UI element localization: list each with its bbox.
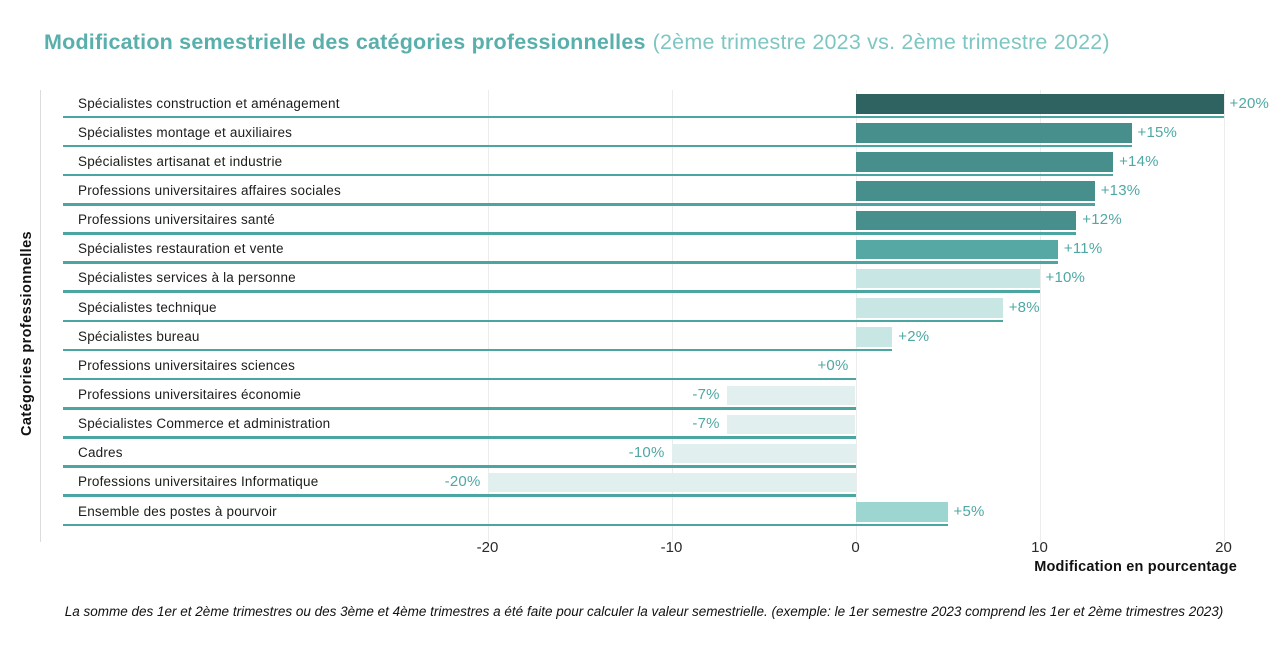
row-underline (63, 407, 856, 410)
value-label: +15% (1137, 123, 1178, 141)
category-label: Spécialistes Commerce et administration (78, 416, 331, 432)
category-label: Professions universitaires Informatique (78, 474, 319, 490)
x-tick-10: 10 (1031, 539, 1048, 556)
row-underline (63, 203, 1095, 206)
row-underline (63, 378, 856, 381)
row-underline (63, 261, 1058, 264)
value-label: +14% (1119, 152, 1159, 170)
value-label: +0% (817, 356, 849, 374)
value-label: +2% (898, 327, 930, 345)
chart-bar (856, 298, 1003, 318)
row-underline (63, 465, 856, 468)
category-label: Spécialistes artisanat et industrie (78, 153, 283, 169)
chart-bar (856, 327, 893, 347)
category-label: Spécialistes services à la personne (78, 270, 296, 286)
category-label: Cadres (78, 445, 123, 461)
chart-bar (856, 269, 1040, 289)
value-label: +20% (1229, 94, 1270, 112)
row-underline (63, 349, 892, 352)
footnote: La somme des 1er et 2ème trimestres ou des 3ème et 4ème trimestres a été faite pour calculer la valeur semestrielle. (exemple: le 1er semestre 2023 comprend les 1er et 2ème trimestres 2023) (64, 604, 1224, 619)
category-label: Spécialistes construction et aménagement (78, 95, 340, 111)
row-underline (63, 232, 1076, 235)
x-axis-label: Modification en pourcentage (1034, 559, 1237, 575)
category-label: Spécialistes bureau (78, 328, 200, 344)
value-label: -7% (692, 415, 720, 433)
x-tick-0: 0 (851, 539, 860, 556)
category-label: Professions universitaires sciences (78, 357, 296, 373)
category-label: Spécialistes montage et auxiliaires (78, 124, 293, 140)
chart-bar (856, 152, 1114, 172)
row-underline (63, 320, 1003, 323)
category-label: Spécialistes technique (78, 299, 217, 315)
category-label: Professions universitaires affaires sociales (78, 182, 341, 198)
row-underline (63, 524, 948, 527)
value-label: +12% (1082, 211, 1122, 229)
row-underline (63, 494, 856, 497)
value-label: +13% (1100, 181, 1141, 199)
chart-title-main: Modification semestrielle des catégories professionnelles (44, 30, 646, 54)
category-label: Professions universitaires santé (78, 212, 275, 228)
chart-bar (727, 415, 856, 435)
gridline-x-20 (1224, 90, 1225, 543)
row-underline (63, 145, 1132, 148)
value-label: -20% (444, 473, 481, 491)
chart-bar (856, 123, 1132, 143)
chart-bar (856, 502, 948, 522)
row-underline (63, 174, 1113, 177)
chart-bar (488, 473, 856, 493)
value-label: -7% (692, 386, 720, 403)
x-tick--20: -20 (476, 539, 499, 556)
chart-bar (856, 240, 1058, 260)
row-underline (63, 436, 856, 439)
value-label: +5% (953, 502, 985, 520)
x-tick-20: 20 (1215, 539, 1232, 556)
value-label: +8% (1008, 298, 1040, 316)
chart-bar (727, 386, 856, 406)
row-underline (63, 116, 1224, 119)
chart-bar (672, 444, 856, 464)
value-label: -10% (628, 444, 665, 462)
category-label: Ensemble des postes à pourvoir (78, 503, 277, 519)
category-label: Spécialistes restauration et vente (78, 241, 284, 257)
value-label: +11% (1063, 240, 1103, 258)
chart-bar (856, 181, 1095, 201)
chart-title (44, 30, 1110, 55)
category-label: Professions universitaires économie (78, 387, 302, 402)
x-tick--10: -10 (660, 539, 683, 556)
y-axis-label: Catégories professionnelles (19, 231, 35, 436)
chart-bar (856, 211, 1077, 231)
y-axis-line (40, 90, 41, 543)
chart-title-subtitle: (2ème trimestre 2023 vs. 2ème trimestre 2022) (652, 30, 1110, 54)
value-label: +10% (1045, 269, 1086, 287)
row-underline (63, 290, 1040, 293)
chart-bar (856, 94, 1224, 114)
